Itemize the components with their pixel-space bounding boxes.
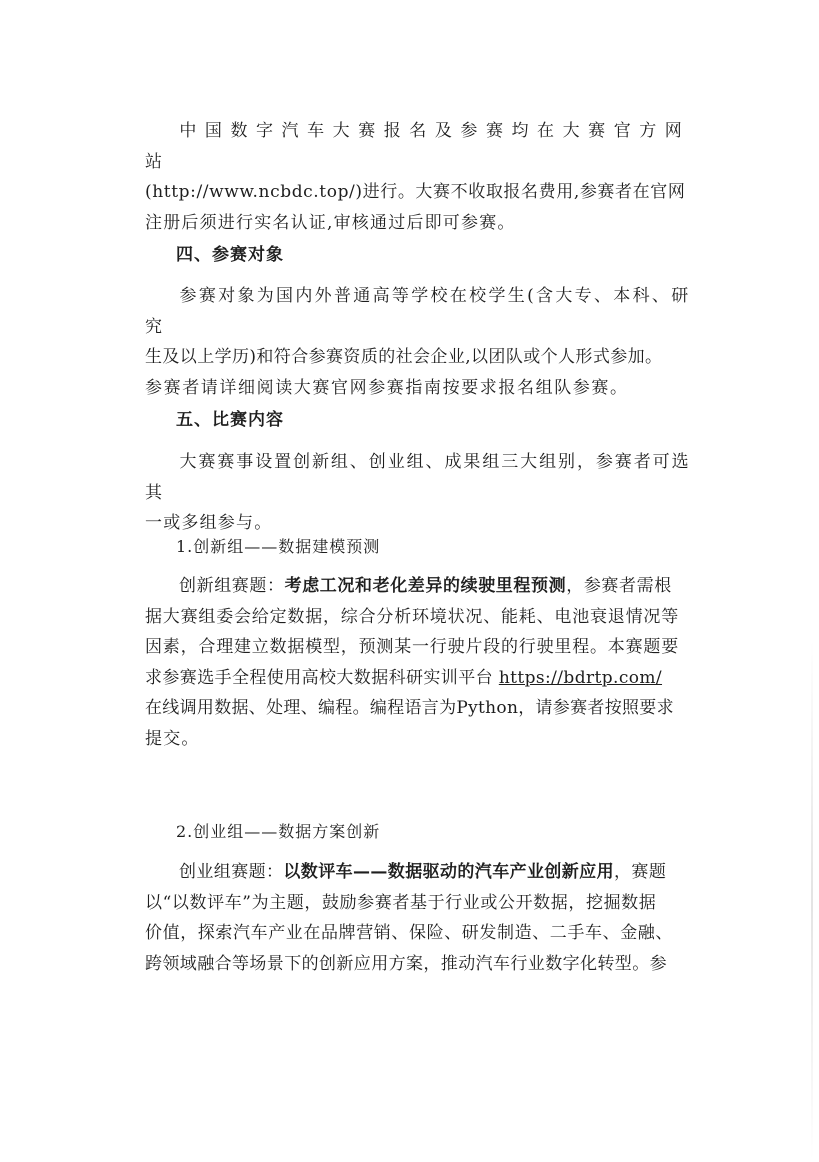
innovation-group-paragraph: [145, 571, 690, 754]
paragraph-line: (http://www.ncbdc.top/)进行。大赛不收取报名费用,参赛者在官网: [145, 182, 686, 202]
section-heading-content: 五、比赛内容: [176, 410, 284, 430]
innovation-group-title: 1.创新组——数据建模预测: [176, 537, 381, 556]
scan-edge-shadow: [811, 640, 813, 1160]
paragraph-line: 参赛对象为国内外普通高等学校在校学生(含大专、本科、研究: [145, 286, 690, 337]
paragraph-line: 跨领域融合等场景下的创新应用方案，推动汽车行业数字化转型。参: [145, 953, 667, 974]
paragraph-line: 求参赛选手全程使用高校大数据科研实训平台 https://bdrtp.com/: [145, 667, 663, 688]
paragraph-line: 据大赛组委会给定数据，综合分析环境状况、能耗、电池衰退情况等: [145, 606, 679, 627]
startup-topic: 以数评车——数据驱动的汽车产业创新应用: [283, 862, 615, 882]
startup-group-title: 2.创业组——数据方案创新: [176, 822, 381, 841]
paragraph-line: 创业组赛题：以数评车——数据驱动的汽车产业创新应用，赛题: [179, 862, 667, 882]
paragraph-line: 在线调用数据、处理、编程。编程语言为Python，请参赛者按照要求: [145, 698, 674, 718]
paragraph-line: 提交。: [145, 728, 200, 749]
section-heading-participants: 四、参赛对象: [176, 245, 284, 265]
innovation-topic: 考虑工况和老化差异的续驶里程预测: [284, 576, 567, 596]
paragraph-line: 创新组赛题：考虑工况和老化差异的续驶里程预测，参赛者需根: [179, 576, 672, 596]
paragraph-line: 一或多组参与。: [145, 513, 273, 533]
paragraph-line: 大赛赛事设置创新组、创业组、成果组三大组别，参赛者可选其: [145, 452, 690, 503]
paragraph-line: 注册后须进行实名认证,审核通过后即可参赛。: [145, 212, 516, 233]
participants-paragraph: [145, 281, 690, 403]
paragraph-line: 参赛者请详细阅读大赛官网参赛指南按要求报名组队参赛。: [145, 377, 629, 398]
paragraph-line: 生及以上学历)和符合参赛资质的社会企业,以团队或个人形式参加。: [145, 347, 663, 367]
paragraph-line: 以“以数评车”为主题，鼓励参赛者基于行业或公开数据，挖掘数据: [145, 892, 657, 913]
startup-group-paragraph: [145, 857, 690, 979]
bdrtp-link[interactable]: https://bdrtp.com/: [498, 667, 663, 688]
paragraph-line: 价值，探索汽车产业在品牌营销、保险、研发制造、二手车、金融、: [145, 923, 673, 943]
content-intro-paragraph: [145, 447, 690, 539]
paragraph-line: 中国数字汽车大赛报名及参赛均在大赛官方网站: [145, 121, 690, 172]
paragraph-line: 因素，合理建立数据模型，预测某一行驶片段的行驶里程。本赛题要: [145, 637, 679, 657]
registration-paragraph: [145, 116, 690, 238]
